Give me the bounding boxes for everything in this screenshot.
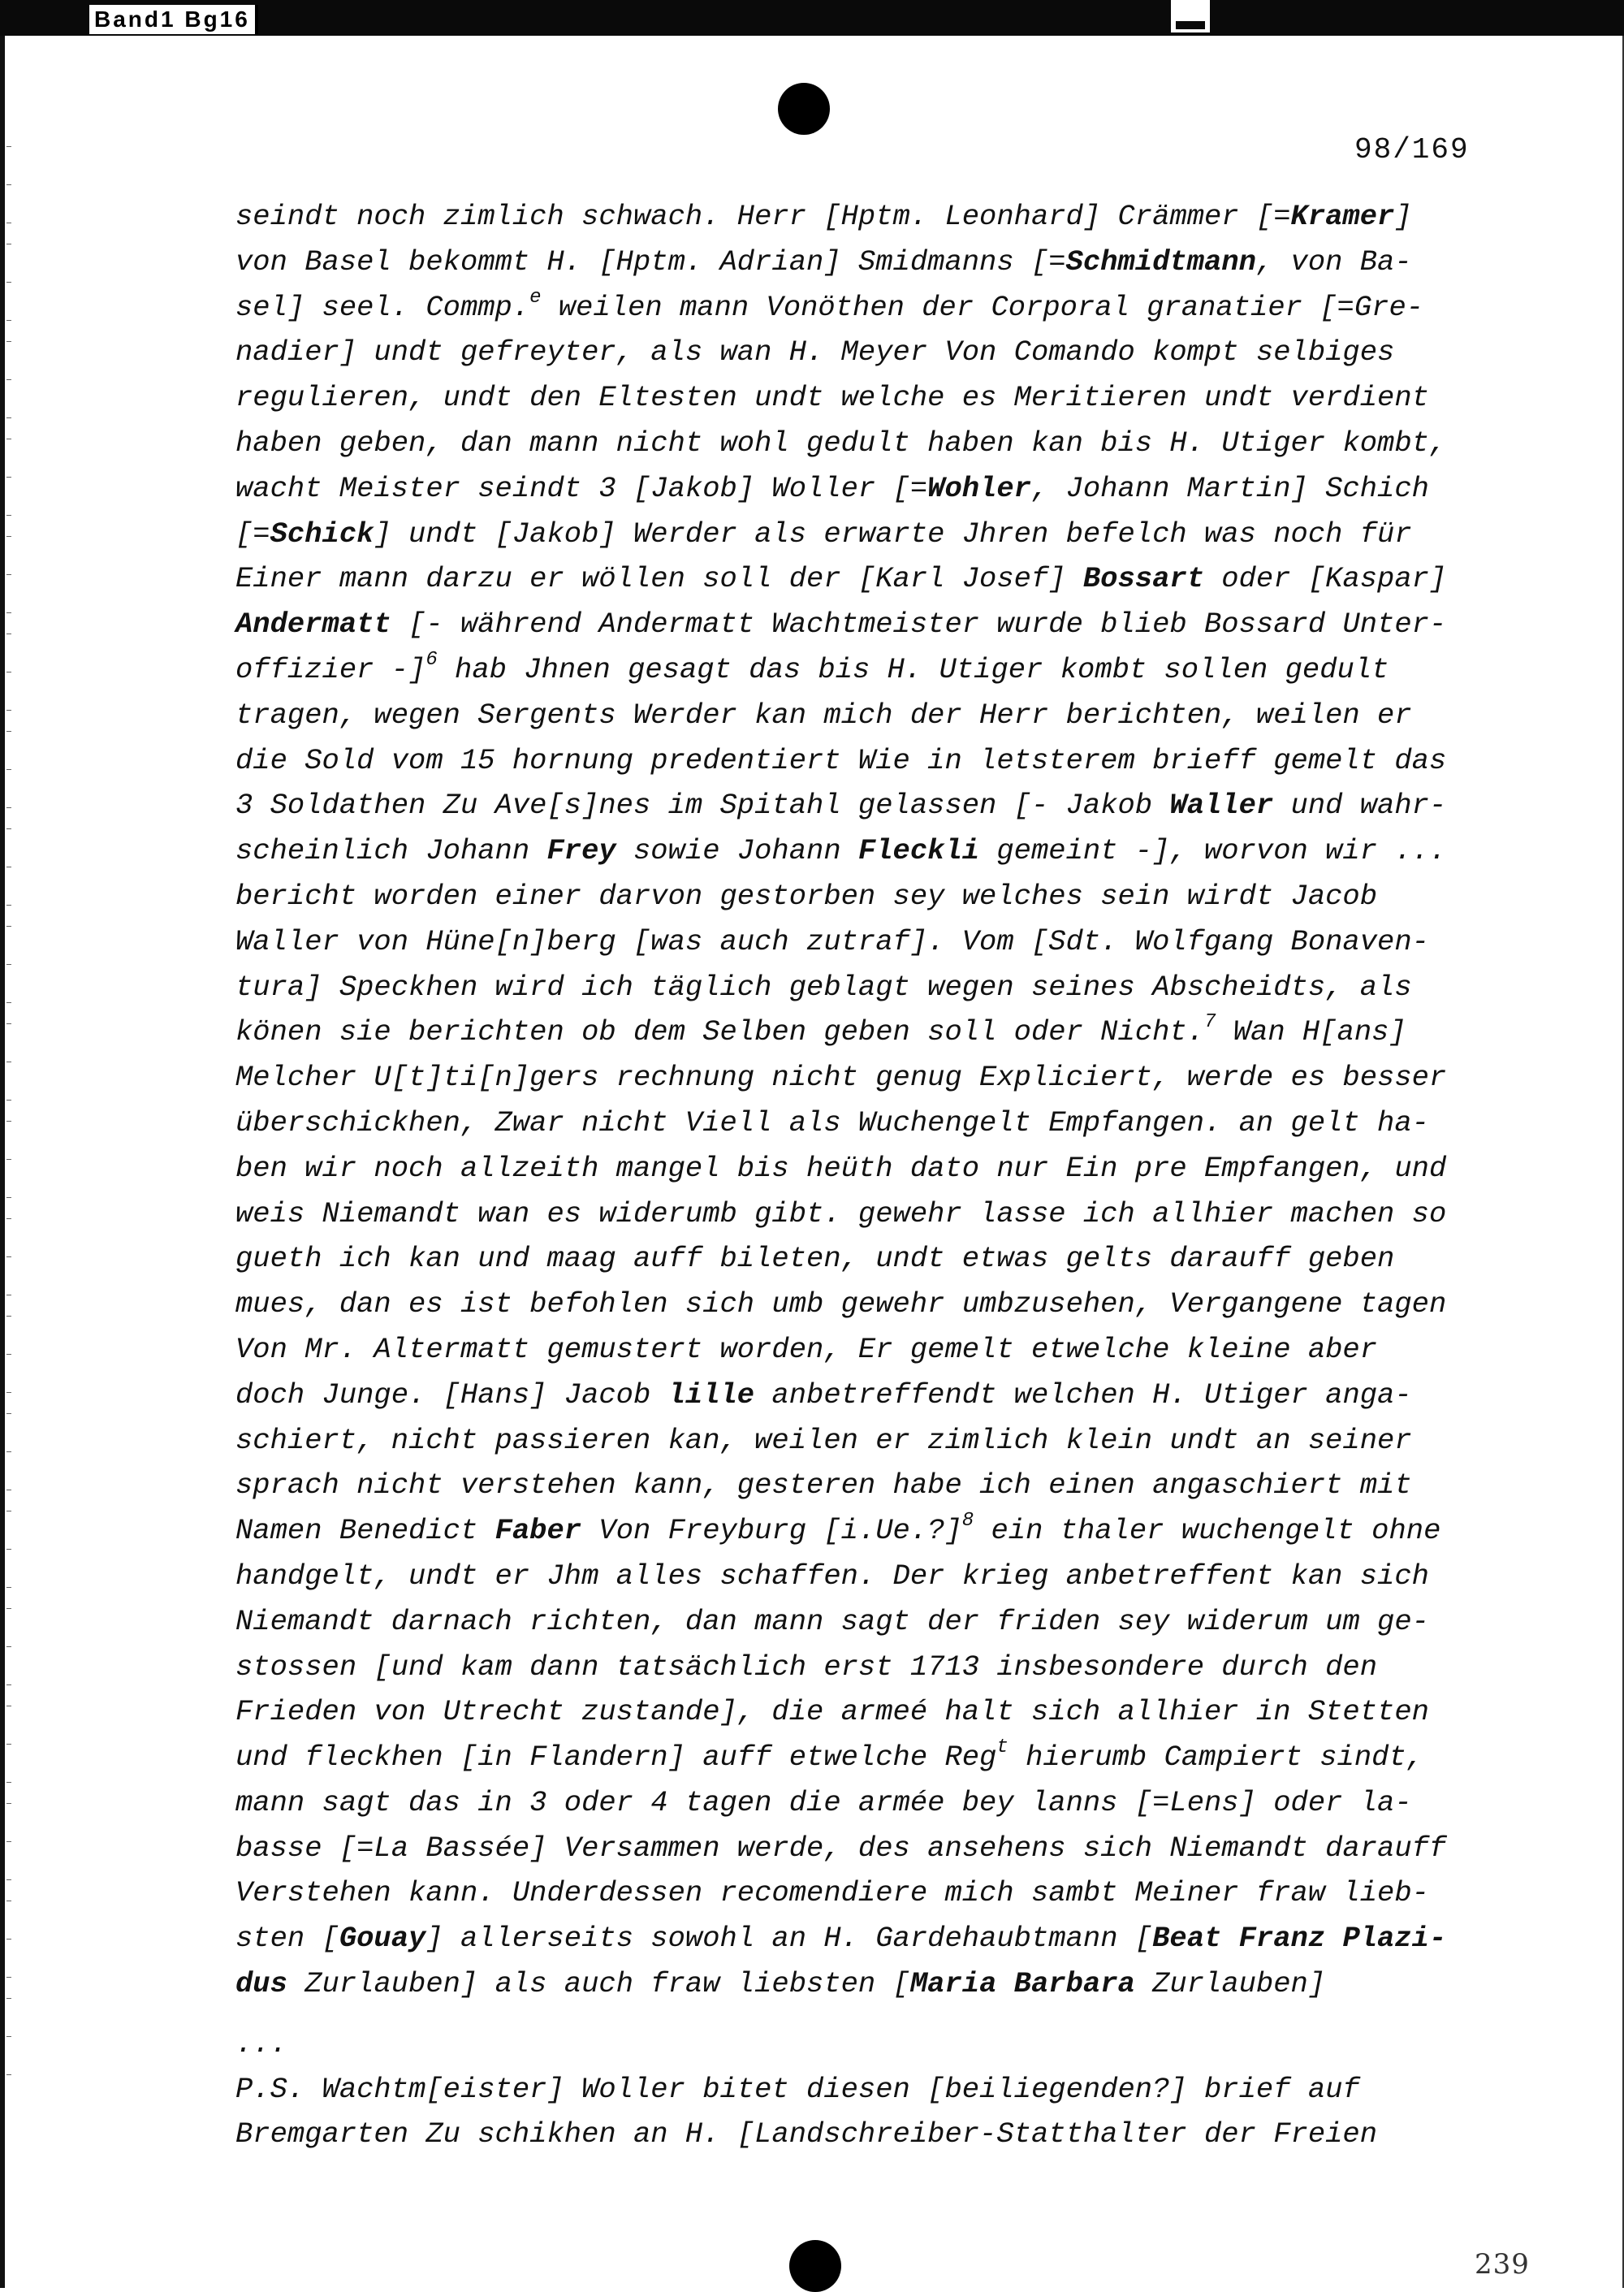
margin-speck — [6, 1023, 11, 1024]
text-line — [235, 330, 1486, 375]
text-run: mues, dan es ist befohlen sich umb gewehr umbzusehen, Vergangene tagen — [235, 1287, 1447, 1321]
text-run: , von Ba- — [1255, 244, 1412, 279]
text-run: ] — [1394, 200, 1412, 233]
bold-name: Faber — [495, 1514, 582, 1548]
margin-speck — [6, 1354, 11, 1355]
scan-top-bar — [0, 0, 1624, 36]
text-run: sowie Johann — [615, 834, 858, 868]
text-run: seindt noch zimlich schwach. Herr [Hptm. Leonhard] Crämmer [= — [235, 200, 1291, 233]
text-line — [235, 285, 1486, 331]
text-line — [235, 738, 1486, 784]
text-run: schiert, nicht passieren kan, weilen er zimlich klein undt an seiner — [235, 1423, 1412, 1457]
text-line — [235, 1418, 1486, 1464]
text-run: Verstehen kann. Underdessen recomendiere mich sambt Meiner fraw lieb- — [235, 1876, 1429, 1910]
text-line — [235, 2112, 1486, 2157]
text-run: hierumb Campiert sindt, — [1008, 1741, 1424, 1775]
bold-name: Andermatt — [235, 608, 391, 642]
text-line — [235, 1826, 1486, 1871]
margin-speck — [6, 379, 11, 380]
text-run: sten [ — [235, 1922, 339, 1956]
footnote-mark: e — [529, 286, 542, 309]
text-run: Namen Benedict — [235, 1514, 495, 1548]
margin-speck — [6, 1392, 11, 1393]
text-run: bericht worden einer darvon gestorben sey welches sein wirdt Jacob — [235, 879, 1378, 913]
text-line — [235, 2067, 1486, 2113]
text-run: oder [Kaspar] — [1204, 562, 1447, 596]
text-line — [235, 647, 1486, 693]
text-line — [235, 1327, 1486, 1373]
text-run: Melcher U[t]ti[n]gers rechnung nicht genug Expliciert, werde es besser — [235, 1061, 1447, 1095]
bold-name: Beat Franz Plazi- — [1152, 1922, 1447, 1956]
text-run: regulieren, undt den Eltesten undt welche es Meritieren undt verdient — [235, 381, 1429, 415]
margin-speck — [6, 341, 11, 342]
document-text — [235, 194, 1486, 2157]
margin-speck — [6, 1782, 11, 1783]
text-run: handgelt, undt er Jhm alles schaffen. Der krieg anbetreffent kan sich — [235, 1559, 1429, 1593]
margin-speck — [6, 574, 11, 575]
text-run: Zurlauben] als auch fraw liebsten [ — [287, 1967, 910, 2001]
text-run: 3 Soldathen Zu Ave[s]nes im Spitahl gelassen [- Jakob — [235, 789, 1170, 823]
folio-number: 98/169 — [1354, 133, 1470, 166]
text-run: tura] Speckhen wird ich täglich geblagt wegen seines Abscheidts, als — [235, 970, 1412, 1004]
text-line — [235, 1599, 1486, 1645]
text-run: P.S. Wachtm[eister] Woller bitet diesen [beiliegenden?] brief auf — [235, 2072, 1360, 2106]
footnote-mark: 6 — [425, 648, 438, 671]
text-run: und fleckhen [in Flandern] auff etwelche Reg — [235, 1741, 997, 1775]
text-line — [235, 1645, 1486, 1690]
margin-speck — [6, 417, 11, 418]
text-run: sel] seel. Commp. — [235, 290, 530, 324]
margin-speck — [6, 1977, 11, 1978]
text-run: ] undt [Jakob] Werder als erwarte Jhren befelch was noch für — [374, 517, 1412, 551]
text-run: ... — [235, 2026, 287, 2061]
margin-speck — [6, 1549, 11, 1550]
text-line — [235, 1191, 1486, 1237]
footnote-mark: 8 — [961, 1510, 974, 1533]
bold-name: dus — [235, 1967, 287, 2001]
text-run: anbetreffendt welchen H. Utiger anga- — [754, 1377, 1412, 1412]
text-run: ben wir noch allzeith mangel bis heüth dato nur Ein pre Empfangen, und — [235, 1151, 1447, 1185]
text-line — [235, 783, 1486, 828]
text-run: [= — [235, 517, 270, 551]
punch-hole-top — [778, 83, 830, 135]
margin-speck — [6, 1939, 11, 1940]
text-line — [235, 1010, 1486, 1055]
text-run: und wahr- — [1273, 789, 1447, 823]
bold-name: Maria Barbara — [909, 1967, 1135, 2001]
text-run: , Johann Martin] Schich — [1030, 471, 1429, 505]
text-run: Waller von Hüne[n]berg [was auch zutraf]. Vom [Sdt. Wolfgang Bonaven- — [235, 924, 1429, 958]
bold-name: Kramer — [1290, 200, 1395, 233]
page-number: 239 — [1475, 2248, 1530, 2281]
margin-speck — [6, 1121, 11, 1122]
text-line — [235, 556, 1486, 602]
margin-speck — [6, 1608, 11, 1609]
text-line — [235, 1689, 1486, 1735]
bold-name: Wohler — [927, 471, 1031, 505]
text-run: die Sold vom 15 hornung predentiert Wie in letsterem brieff gemelt das — [235, 743, 1447, 777]
margin-speck — [6, 1646, 11, 1647]
margin-speck — [6, 1159, 11, 1160]
text-run: sprach nicht verstehen kann, gesteren habe ich einen angaschiert mit — [235, 1468, 1412, 1503]
text-run: [- während Andermatt Wachtmeister wurde blieb Bossard Unter- — [391, 608, 1447, 642]
text-run: scheinlich Johann — [235, 834, 547, 868]
margin-marks — [6, 146, 18, 2095]
margin-speck — [6, 828, 11, 829]
margin-speck — [6, 1879, 11, 1880]
margin-speck — [6, 1002, 11, 1003]
margin-speck — [6, 184, 11, 185]
text-run: haben geben, dan mann nicht wohl gedult haben kan bis H. Utiger kombt, — [235, 426, 1447, 460]
text-run: weilen mann Vonöthen der Corporal granatier [=Gre- — [541, 290, 1424, 324]
margin-speck — [6, 282, 11, 283]
bold-name: Waller — [1169, 789, 1274, 823]
text-run: Von Mr. Altermatt gemustert worden, Er gemelt etwelche kleine aber — [235, 1332, 1378, 1366]
margin-speck — [6, 1587, 11, 1588]
bold-name: Bossart — [1082, 562, 1204, 596]
bold-name: Gouay — [339, 1922, 426, 1956]
margin-speck — [6, 807, 11, 808]
text-run: tragen, wegen Sergents Werder kan mich der Herr berichten, weilen er — [235, 698, 1412, 732]
text-run: überschickhen, Zwar nicht Viell als Wuchengelt Empfangen. an gelt ha- — [235, 1105, 1429, 1140]
text-run: weis Niemandt wan es widerumb gibt. gewehr lasse ich allhier machen so — [235, 1196, 1447, 1230]
bold-name: lille — [667, 1377, 755, 1412]
margin-speck — [6, 1218, 11, 1219]
text-line — [235, 874, 1486, 919]
margin-speck — [6, 710, 11, 711]
text-run: gemeint -], worvon wir ... — [979, 834, 1447, 868]
margin-speck — [6, 146, 11, 147]
margin-speck — [6, 515, 11, 516]
text-run: mann sagt das in 3 oder 4 tagen die armée bey lanns [=Lens] oder la- — [235, 1785, 1412, 1819]
text-run: doch Junge. [Hans] Jacob — [235, 1377, 668, 1412]
text-line — [235, 919, 1486, 965]
text-line — [235, 421, 1486, 466]
scan-notch — [1171, 0, 1210, 32]
text-line — [235, 1101, 1486, 1146]
text-line — [235, 1554, 1486, 1599]
margin-speck — [6, 769, 11, 770]
text-line — [235, 1508, 1486, 1554]
text-line — [235, 1916, 1486, 1961]
text-line — [235, 1961, 1486, 2007]
margin-speck — [6, 1197, 11, 1198]
text-line — [235, 1870, 1486, 1916]
margin-speck — [6, 612, 11, 613]
text-line — [235, 466, 1486, 512]
volume-label: Band1 Bg16 — [89, 5, 258, 34]
text-run: Niemandt darnach richten, dan mann sagt der friden sey widerum um ge- — [235, 1604, 1429, 1638]
margin-speck — [6, 2074, 11, 2075]
text-run: ein thaler wuchengelt ohne — [974, 1514, 1441, 1548]
margin-speck — [6, 536, 11, 537]
text-run: Frieden von Utrecht zustande], die armeé halt sich allhier in Stetten — [235, 1695, 1429, 1729]
margin-speck — [6, 1803, 11, 1804]
text-run: wacht Meister seindt 3 [Jakob] Woller [= — [235, 471, 928, 505]
text-line — [235, 1463, 1486, 1508]
text-line — [235, 828, 1486, 874]
paragraph-gap — [235, 2007, 1486, 2022]
text-line — [235, 693, 1486, 738]
text-line — [235, 1735, 1486, 1780]
bold-name: Schick — [270, 517, 374, 551]
text-run: stossen [und kam dann tatsächlich erst 1713 insbesondere durch den — [235, 1650, 1378, 1684]
text-line — [235, 602, 1486, 647]
text-run: offizier -] — [235, 652, 426, 686]
text-run: Einer mann darzu er wöllen soll der [Karl Josef] — [235, 562, 1083, 596]
margin-speck — [6, 926, 11, 927]
text-run: nadier] undt gefreyter, als wan H. Meyer Von Comando kompt selbiges — [235, 335, 1395, 370]
text-line — [235, 375, 1486, 421]
text-run: Von Freyburg [i.Ue.?] — [581, 1514, 962, 1548]
text-line — [235, 1373, 1486, 1418]
text-run: ] allerseits sowohl an H. Gardehaubtmann [ — [425, 1922, 1153, 1956]
margin-speck — [6, 1998, 11, 1999]
scan-left-edge — [0, 36, 5, 2288]
margin-speck — [6, 477, 11, 478]
text-line — [235, 1236, 1486, 1282]
footnote-mark: 7 — [1204, 1011, 1216, 1034]
margin-speck — [6, 1316, 11, 1317]
text-line — [235, 240, 1486, 285]
text-run: hab Jhnen gesagt das bis H. Utiger kombt sollen gedult — [437, 652, 1389, 686]
text-line — [235, 1146, 1486, 1191]
text-run: könen sie berichten ob dem Selben geben soll oder Nicht. — [235, 1015, 1204, 1049]
text-run: gueth ich kan und maag auff bileten, undt etwas gelts darauff geben — [235, 1242, 1395, 1276]
margin-speck — [6, 731, 11, 732]
text-run: Zurlauben] — [1134, 1967, 1326, 2001]
text-line — [235, 2022, 1486, 2067]
margin-speck — [6, 1413, 11, 1414]
margin-speck — [6, 905, 11, 906]
bold-name: Fleckli — [857, 834, 980, 868]
bold-name: Schmidtmann — [1065, 244, 1256, 279]
margin-speck — [6, 964, 11, 965]
text-line — [235, 965, 1486, 1010]
text-line — [235, 512, 1486, 557]
margin-speck — [6, 320, 11, 321]
bold-name: Frey — [546, 834, 616, 868]
margin-speck — [6, 2036, 11, 2037]
footnote-mark: t — [996, 1736, 1009, 1759]
text-run: Bremgarten Zu schikhen an H. [Landschreiber-Statthalter der Freien — [235, 2117, 1378, 2151]
margin-speck — [6, 1451, 11, 1452]
margin-speck — [6, 1744, 11, 1745]
text-line — [235, 1780, 1486, 1826]
punch-hole-bottom — [789, 2240, 841, 2292]
text-run: Wan H[ans] — [1216, 1015, 1406, 1049]
text-run: von Basel bekommt H. [Hptm. Adrian] Smidmanns [= — [235, 244, 1066, 279]
margin-speck — [6, 1684, 11, 1685]
text-line — [235, 194, 1486, 240]
margin-speck — [6, 1100, 11, 1101]
text-run: basse [=La Bassée] Versammen werde, des ansehens sich Niemandt darauff — [235, 1831, 1447, 1865]
text-line — [235, 1055, 1486, 1101]
margin-speck — [6, 1256, 11, 1257]
margin-speck — [6, 1841, 11, 1842]
text-line — [235, 1282, 1486, 1327]
